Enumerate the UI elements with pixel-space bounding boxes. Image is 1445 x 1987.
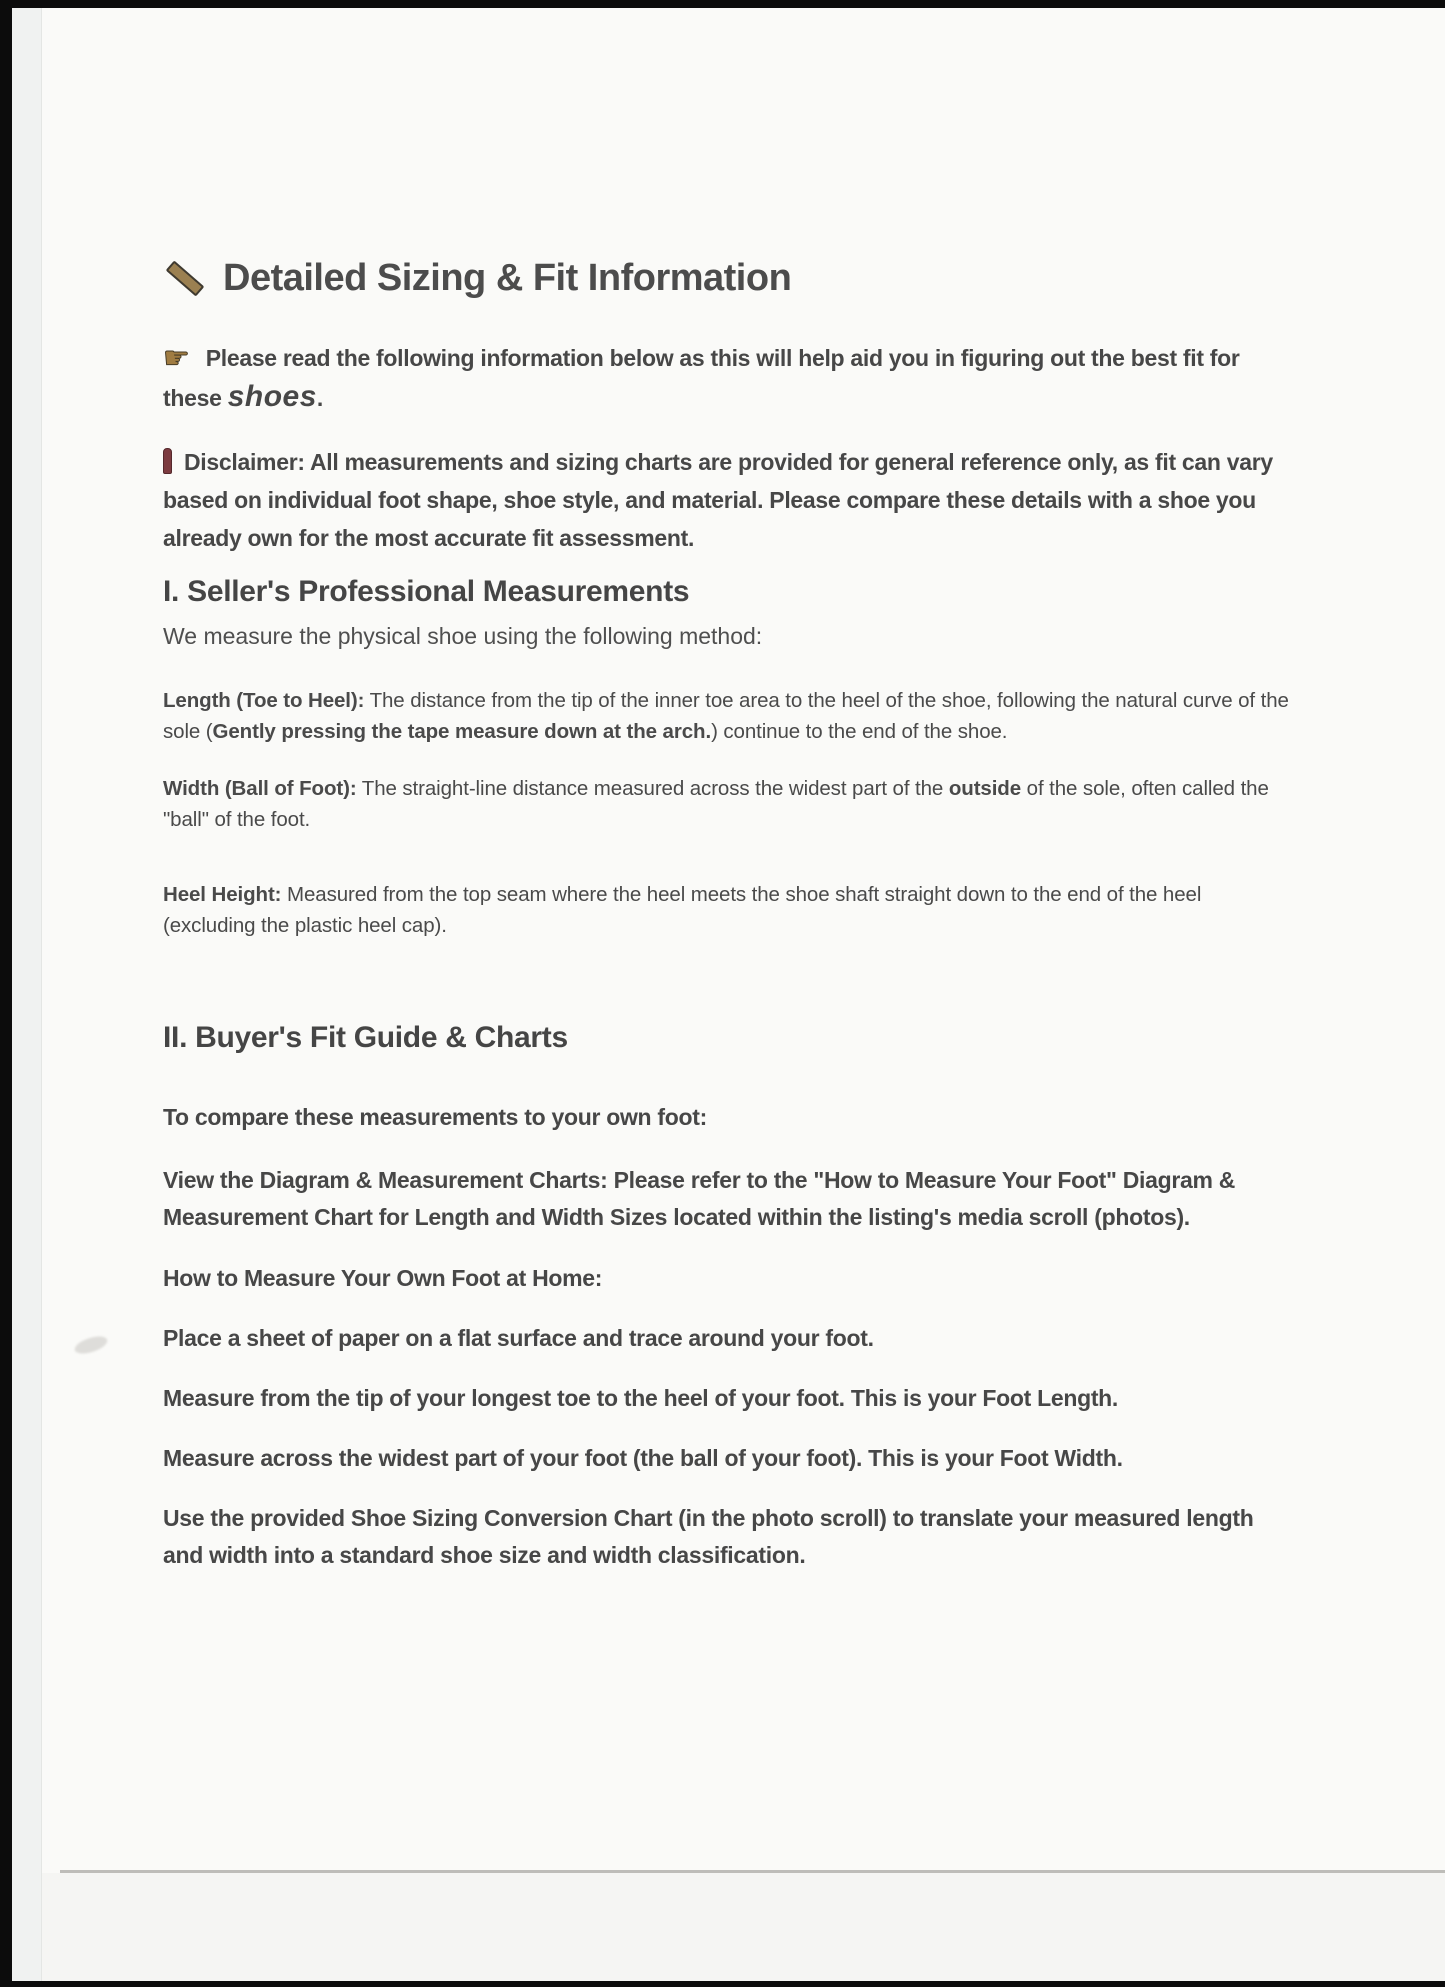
- disclaimer-paragraph: [163, 443, 1295, 557]
- scan-border-top: [0, 0, 1445, 8]
- disclaimer-text: Disclaimer: All measurements and sizing charts are provided for general reference only, as fit can vary based on individual foot shape, shoe style, and material. Please compare these details with a shoe you already own for the most accurate fit assessment.: [163, 449, 1273, 551]
- heel-paragraph: [163, 879, 1295, 941]
- page-title-text: Detailed Sizing & Fit Information: [223, 257, 792, 299]
- section-2-heading: II. Buyer's Fit Guide & Charts: [163, 1021, 568, 1054]
- width-paragraph: [163, 773, 1295, 835]
- scan-artifact-smudge: [73, 1333, 110, 1357]
- length-text-2: ) continue to the end of the shoe.: [711, 720, 1008, 743]
- document-content: [163, 8, 1295, 1574]
- length-text-1: The distance from the tip of the inner toe area to the heel of the shoe, following the natural curve of the sole (: [163, 689, 1289, 743]
- intro-text: Please read the following information below as this will help aid you in figuring out the best fit for these: [163, 345, 1240, 411]
- length-paragraph: [163, 685, 1295, 747]
- pointing-hand-icon: ☛: [163, 342, 190, 375]
- guide-paragraph-1: To compare these measurements to your own foot:: [163, 1104, 707, 1130]
- guide-paragraph-6: Measure across the widest part of your foot (the ball of your foot). This is your Foot Width.: [163, 1445, 1123, 1471]
- width-label: Width (Ball of Foot):: [163, 777, 357, 800]
- red-bar-icon: [163, 448, 172, 474]
- paper-edge-band: [12, 8, 42, 1981]
- length-bold: Gently pressing the tape measure down at the arch.: [212, 720, 712, 743]
- paper-sheet: [12, 8, 1445, 1981]
- scan-border-bottom: [0, 1981, 1445, 1987]
- guide-paragraph-5: Measure from the tip of your longest toe to the heel of your foot. This is your Foot Length.: [163, 1385, 1119, 1411]
- intro-emphasis: shoes: [227, 380, 317, 413]
- guide-paragraph-2: View the Diagram & Measurement Charts: Please refer to the "How to Measure Your Foot" Diagram & Measurement Chart for Length and Width Sizes located within the listing's media scroll (photos).: [163, 1167, 1236, 1230]
- intro-paragraph: [163, 339, 1295, 417]
- pencil-icon: [166, 260, 205, 296]
- length-label: Length (Toe to Heel):: [163, 689, 365, 712]
- section-1-heading: I. Seller's Professional Measurements: [163, 575, 690, 608]
- guide-paragraph-3: How to Measure Your Own Foot at Home:: [163, 1265, 603, 1291]
- width-text-2: of the sole, often called the "ball" of the foot.: [163, 777, 1269, 831]
- scan-border-left: [0, 0, 12, 1987]
- heel-text: Measured from the top seam where the heel meets the shoe shaft straight down to the end of the heel (excluding the plastic heel cap).: [163, 883, 1202, 937]
- heel-label: Heel Height:: [163, 883, 282, 906]
- guide-paragraph-7: Use the provided Shoe Sizing Conversion Chart (in the photo scroll) to translate your measured length and width into a standard shoe size and width classification.: [163, 1505, 1254, 1568]
- paper-below-seam: [42, 1873, 1445, 1981]
- guide-paragraph-4: Place a sheet of paper on a flat surface and trace around your foot.: [163, 1325, 874, 1351]
- width-bold: outside: [948, 777, 1022, 800]
- section-1-intro: We measure the physical shoe using the following method:: [163, 623, 763, 649]
- width-text-1: The straight-line distance measured across the widest part of the: [356, 777, 949, 800]
- page-title: [163, 255, 1295, 301]
- paper-seam-line: [60, 1870, 1445, 1873]
- intro-suffix: .: [316, 385, 323, 411]
